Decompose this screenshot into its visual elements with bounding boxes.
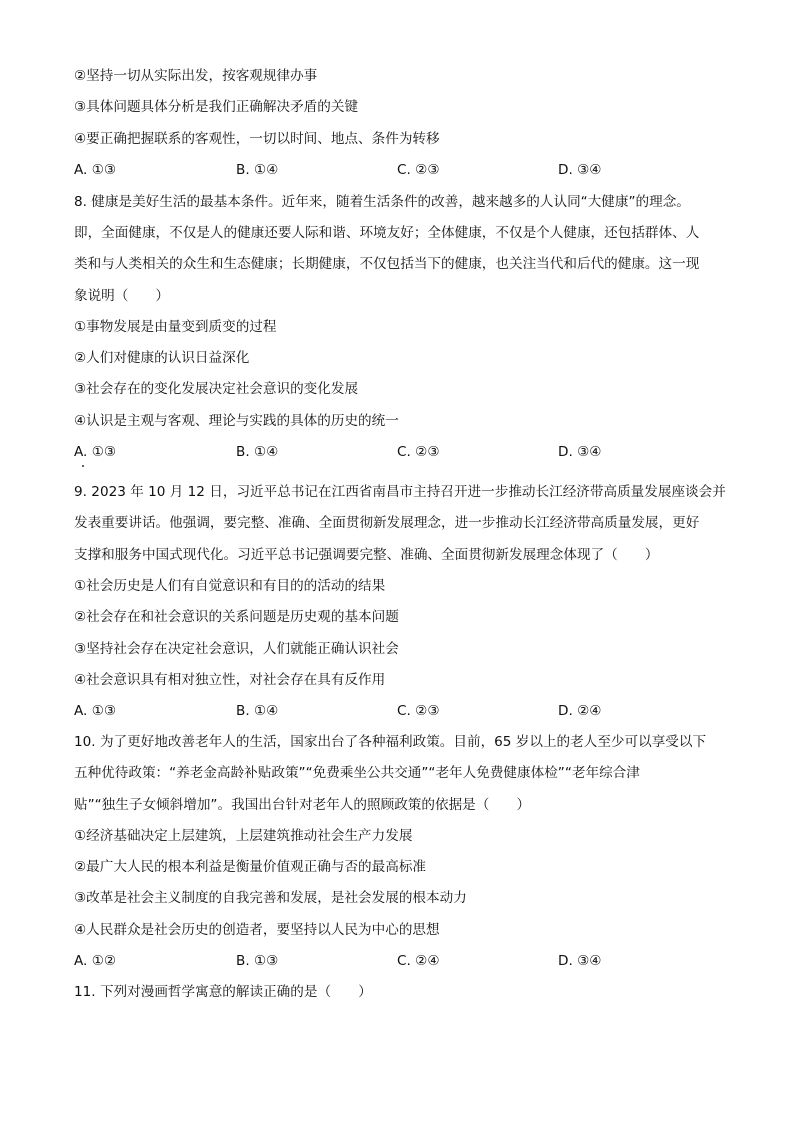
q10-item-4: ④人民群众是社会历史的创造者，要坚持以人民为中心的思想 (74, 922, 440, 938)
q10-option-d[interactable]: D. ③④ (558, 953, 602, 969)
q8-option-b[interactable]: B. ①④ (236, 444, 279, 460)
q9-item-3: ③坚持社会存在决定社会意识，人们就能正确认识社会 (74, 641, 399, 657)
q7-item-2: ②坚持一切从实际出发，按客观规律办事 (74, 68, 318, 84)
q10-stem-line: 10. 为了更好地改善老年人的生活，国家出台了各种福利政策。目前，65 岁以上的老人至少可以享受以下 (74, 734, 707, 750)
q9-option-d[interactable]: D. ②④ (558, 703, 602, 719)
q10-stem-line: 贴”“独生子女倾斜增加”。我国出台针对老年人的照顾政策的依据是（ ） (74, 797, 531, 813)
q8-option-c[interactable]: C. ②③ (397, 444, 440, 460)
q7-item-4: ④要正确把握联系的客观性，一切以时间、地点、条件为转移 (74, 131, 440, 147)
q9-stem-line: 支撑和服务中国式现代化。习近平总书记强调要完整、准确、全面贯彻新发展理念体现了（ ） (74, 547, 659, 563)
q9-options (74, 701, 724, 721)
q8-options (74, 442, 724, 462)
q7-option-a[interactable]: A. ①③ (74, 162, 117, 178)
q10-option-a[interactable]: A. ①② (74, 953, 117, 969)
q10-item-2: ②最广大人民的根本利益是衡量价值观正确与否的最高标准 (74, 859, 427, 875)
q10-option-c[interactable]: C. ②④ (397, 953, 440, 969)
q9-option-b[interactable]: B. ①④ (236, 703, 279, 719)
q7-option-b[interactable]: B. ①④ (236, 162, 279, 178)
q11-stem-line: 11. 下列对漫画哲学寓意的解读正确的是（ ） (74, 984, 372, 1000)
q10-item-1: ①经济基础决定上层建筑，上层建筑推动社会生产力发展 (74, 828, 413, 844)
q7-option-c[interactable]: C. ②③ (397, 162, 440, 178)
q8-option-d[interactable]: D. ③④ (558, 444, 602, 460)
q10-options (74, 951, 724, 971)
q8-item-4: ④认识是主观与客观、理论与实践的具体的历史的统一 (74, 413, 399, 429)
q10-item-3: ③改革是社会主义制度的自我完善和发展，是社会发展的根本动力 (74, 890, 467, 906)
q9-item-1: ①社会历史是人们有自觉意识和有目的的活动的结果 (74, 578, 386, 594)
q7-option-d[interactable]: D. ③④ (558, 162, 602, 178)
q8-option-a[interactable]: A. ①③ (74, 444, 117, 460)
q9-stem-line: 发表重要讲话。他强调，要完整、准确、全面贯彻新发展理念，进一步推动长江经济带高质量发展，更好 (74, 515, 700, 531)
q9-item-4: ④社会意识具有相对独立性，对社会存在具有反作用 (74, 672, 386, 688)
q8-item-3: ③社会存在的变化发展决定社会意识的变化发展 (74, 381, 359, 397)
q7-options (74, 160, 724, 180)
q9-item-2: ②社会存在和社会意识的关系问题是历史观的基本问题 (74, 609, 399, 625)
q9-option-a[interactable]: A. ①③ (74, 703, 117, 719)
q10-option-b[interactable]: B. ①③ (236, 953, 279, 969)
stray-dot (82, 465, 84, 467)
q8-stem-line: 8. 健康是美好生活的最基本条件。近年来，随着生活条件的改善，越来越多的人认同“大健康”的理念。 (74, 194, 690, 210)
q8-item-1: ①事物发展是由量变到质变的过程 (74, 319, 277, 335)
q7-item-3: ③具体问题具体分析是我们正确解决矛盾的关键 (74, 99, 359, 115)
q8-stem-line: 象说明（ ） (74, 288, 170, 304)
q9-stem-line: 9. 2023 年 10 月 12 日，习近平总书记在江西省南昌市主持召开进一步推动长江经济带高质量发展座谈会并 (74, 484, 726, 500)
q9-option-c[interactable]: C. ②③ (397, 703, 440, 719)
q8-item-2: ②人们对健康的认识日益深化 (74, 350, 250, 366)
q8-stem-line: 类和与人类相关的众生和生态健康；长期健康，不仅包括当下的健康，也关注当代和后代的健康。这一现 (74, 256, 700, 272)
q8-stem-line: 即，全面健康，不仅是人的健康还要人际和谐、环境友好；全体健康，不仅是个人健康，还包括群体、人 (74, 225, 700, 241)
q10-stem-line: 五种优待政策：“养老金高龄补贴政策”“免费乘坐公共交通”“老年人免费健康体检”“老年综合津 (74, 765, 640, 781)
